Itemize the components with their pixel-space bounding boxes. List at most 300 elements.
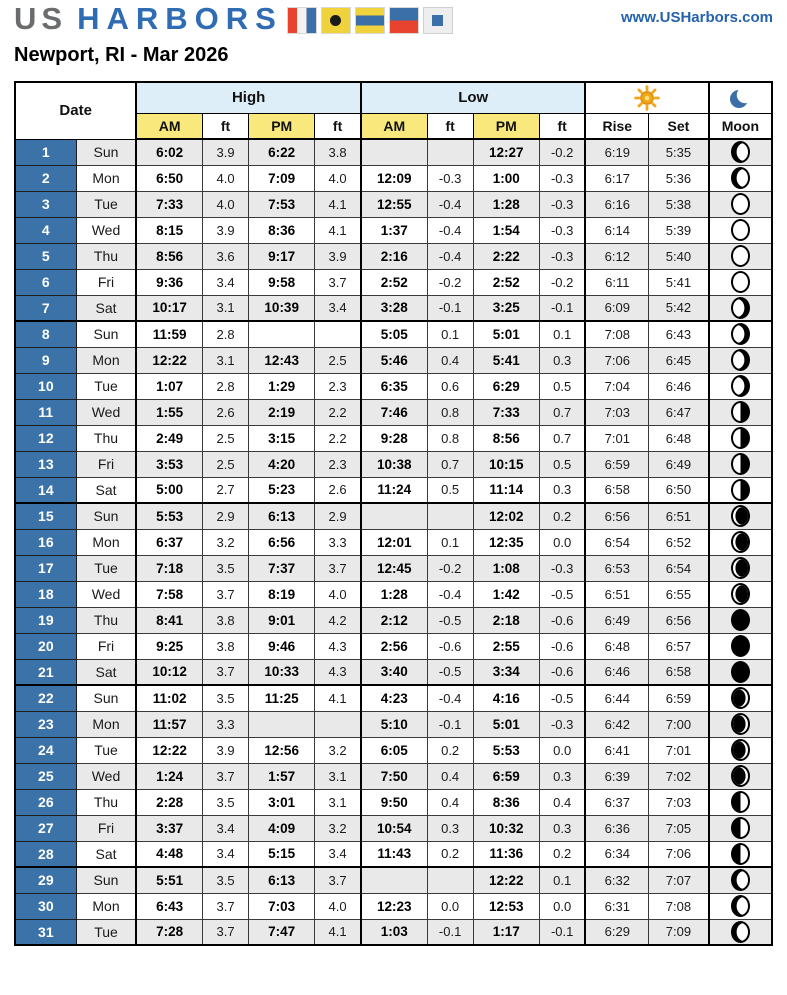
high-am-ft: 2.7 bbox=[203, 477, 249, 503]
sunset-time: 6:55 bbox=[649, 581, 709, 607]
sunrise-time: 6:49 bbox=[585, 607, 648, 633]
moon-phase-cell bbox=[709, 399, 772, 425]
sunset-time: 6:52 bbox=[649, 529, 709, 555]
high-pm-time: 6:56 bbox=[249, 529, 315, 555]
day-cell: Fri bbox=[76, 269, 136, 295]
day-cell: Wed bbox=[76, 581, 136, 607]
low-am-ft: -0.4 bbox=[427, 685, 473, 711]
high-am-time: 9:36 bbox=[136, 269, 202, 295]
low-am-time: 3:28 bbox=[361, 295, 427, 321]
moon-phase-cell bbox=[709, 477, 772, 503]
day-cell: Sat bbox=[76, 295, 136, 321]
high-am-time: 8:15 bbox=[136, 217, 202, 243]
sunset-time: 6:51 bbox=[649, 503, 709, 529]
moon-phase-cell bbox=[709, 815, 772, 841]
low-pm-ft: -0.6 bbox=[539, 659, 585, 685]
moon-phase-cell bbox=[709, 503, 772, 529]
low-am-ft: 0.2 bbox=[427, 841, 473, 867]
high-pm-ft: 2.5 bbox=[315, 347, 361, 373]
high-am-ft: 3.5 bbox=[203, 789, 249, 815]
high-am-ft: 3.8 bbox=[203, 607, 249, 633]
table-row bbox=[15, 555, 772, 581]
low-am-ft: -0.1 bbox=[427, 711, 473, 737]
high-pm-time: 7:47 bbox=[249, 919, 315, 945]
high-pm-time: 6:13 bbox=[249, 503, 315, 529]
sunrise-time: 6:39 bbox=[585, 763, 648, 789]
sunrise-time: 6:44 bbox=[585, 685, 648, 711]
date-cell: 3 bbox=[15, 191, 76, 217]
day-cell: Wed bbox=[76, 399, 136, 425]
high-pm-time: 3:15 bbox=[249, 425, 315, 451]
date-cell: 13 bbox=[15, 451, 76, 477]
india-flag-icon bbox=[321, 7, 351, 34]
low-pm-ft: 0.3 bbox=[539, 477, 585, 503]
low-pm-ft: -0.5 bbox=[539, 581, 585, 607]
low-pm-ft: 0.3 bbox=[539, 763, 585, 789]
high-am-ft: 2.6 bbox=[203, 399, 249, 425]
low-pm-ft: -0.2 bbox=[539, 269, 585, 295]
high-am-ft: 3.1 bbox=[203, 295, 249, 321]
high-pm-time: 4:09 bbox=[249, 815, 315, 841]
set-header: Set bbox=[649, 113, 709, 139]
date-cell: 15 bbox=[15, 503, 76, 529]
high-am-ft: 2.9 bbox=[203, 503, 249, 529]
high-am-ft: 3.7 bbox=[203, 581, 249, 607]
table-row bbox=[15, 607, 772, 633]
low-am-ft bbox=[427, 139, 473, 165]
low-pm-time: 5:53 bbox=[473, 737, 539, 763]
sunrise-time: 6:48 bbox=[585, 633, 648, 659]
low-pm-ft: -0.3 bbox=[539, 243, 585, 269]
date-cell: 1 bbox=[15, 139, 76, 165]
high-am-ft: 3.6 bbox=[203, 243, 249, 269]
high-pm-ft: 4.0 bbox=[315, 581, 361, 607]
moon-phase-icon bbox=[731, 791, 750, 813]
high-pm-ft: 3.1 bbox=[315, 789, 361, 815]
low-am-ft: 0.0 bbox=[427, 893, 473, 919]
sunset-time: 7:00 bbox=[649, 711, 709, 737]
high-am-time: 8:56 bbox=[136, 243, 202, 269]
date-cell: 28 bbox=[15, 841, 76, 867]
low-pm-ft: 0.7 bbox=[539, 425, 585, 451]
high-pm-ft: 3.7 bbox=[315, 269, 361, 295]
table-row bbox=[15, 893, 772, 919]
high-pm-ft: 4.0 bbox=[315, 165, 361, 191]
date-cell: 26 bbox=[15, 789, 76, 815]
high-pm-time: 9:01 bbox=[249, 607, 315, 633]
sunrise-time: 7:06 bbox=[585, 347, 648, 373]
high-pm-ft bbox=[315, 321, 361, 347]
table-row bbox=[15, 399, 772, 425]
moon-phase-cell bbox=[709, 217, 772, 243]
table-row bbox=[15, 659, 772, 685]
low-am-ft: -0.5 bbox=[427, 659, 473, 685]
high-am-ft: 2.8 bbox=[203, 373, 249, 399]
low-am-ft: 0.8 bbox=[427, 399, 473, 425]
table-row bbox=[15, 243, 772, 269]
low-am-time: 10:38 bbox=[361, 451, 427, 477]
table-row bbox=[15, 373, 772, 399]
high-am-time: 6:37 bbox=[136, 529, 202, 555]
moon-phase-cell bbox=[709, 555, 772, 581]
low-pm-time: 12:53 bbox=[473, 893, 539, 919]
top-bar bbox=[14, 2, 773, 40]
moon-phase-cell bbox=[709, 373, 772, 399]
sunset-time: 6:43 bbox=[649, 321, 709, 347]
date-cell: 9 bbox=[15, 347, 76, 373]
sunrise-time: 6:46 bbox=[585, 659, 648, 685]
date-cell: 18 bbox=[15, 581, 76, 607]
table-row bbox=[15, 347, 772, 373]
sunrise-time: 6:16 bbox=[585, 191, 648, 217]
high-pm-time: 10:33 bbox=[249, 659, 315, 685]
moon-phase-cell bbox=[709, 737, 772, 763]
day-cell: Mon bbox=[76, 893, 136, 919]
table-row bbox=[15, 763, 772, 789]
high-pm-ft: 3.2 bbox=[315, 737, 361, 763]
high-am-ft: 3.4 bbox=[203, 815, 249, 841]
high-pm-ft: 4.0 bbox=[315, 893, 361, 919]
high-am-time: 12:22 bbox=[136, 347, 202, 373]
day-cell: Sun bbox=[76, 503, 136, 529]
low-am-time bbox=[361, 503, 427, 529]
sunset-time: 7:02 bbox=[649, 763, 709, 789]
high-pm-time bbox=[249, 711, 315, 737]
sunrise-time: 6:41 bbox=[585, 737, 648, 763]
high-pm-ft: 3.4 bbox=[315, 295, 361, 321]
sunset-time: 7:08 bbox=[649, 893, 709, 919]
table-row bbox=[15, 217, 772, 243]
day-cell: Tue bbox=[76, 191, 136, 217]
moon-phase-icon bbox=[731, 895, 750, 917]
date-cell: 23 bbox=[15, 711, 76, 737]
day-cell: Fri bbox=[76, 451, 136, 477]
low-am-ft: -0.4 bbox=[427, 243, 473, 269]
high-am-time: 5:53 bbox=[136, 503, 202, 529]
low-pm-time: 10:32 bbox=[473, 815, 539, 841]
high-am-time: 6:02 bbox=[136, 139, 202, 165]
low-am-time: 3:40 bbox=[361, 659, 427, 685]
day-cell: Tue bbox=[76, 373, 136, 399]
low-am-ft: -0.6 bbox=[427, 633, 473, 659]
moon-phase-icon bbox=[731, 765, 750, 787]
low-pm-ft: -0.2 bbox=[539, 139, 585, 165]
low-am-time: 12:23 bbox=[361, 893, 427, 919]
high-pm-time: 6:22 bbox=[249, 139, 315, 165]
moon-phase-icon bbox=[731, 297, 750, 319]
moon-phase-icon bbox=[731, 687, 750, 709]
high-am-ft: 3.7 bbox=[203, 659, 249, 685]
sunset-time: 6:59 bbox=[649, 685, 709, 711]
date-cell: 21 bbox=[15, 659, 76, 685]
low-pm-time: 2:22 bbox=[473, 243, 539, 269]
high-am-ft: 3.8 bbox=[203, 633, 249, 659]
low-am-ft: 0.3 bbox=[427, 815, 473, 841]
low-am-time: 12:09 bbox=[361, 165, 427, 191]
sunset-time: 5:38 bbox=[649, 191, 709, 217]
low-am-ft: -0.2 bbox=[427, 555, 473, 581]
sunrise-time: 6:54 bbox=[585, 529, 648, 555]
low-pm-time: 5:01 bbox=[473, 711, 539, 737]
low-am-ft: -0.2 bbox=[427, 269, 473, 295]
high-am-time: 10:17 bbox=[136, 295, 202, 321]
high-am-time: 7:58 bbox=[136, 581, 202, 607]
table-row bbox=[15, 425, 772, 451]
high-pm-time: 7:09 bbox=[249, 165, 315, 191]
high-am-time: 12:22 bbox=[136, 737, 202, 763]
low-am-time: 11:43 bbox=[361, 841, 427, 867]
moon-phase-cell bbox=[709, 295, 772, 321]
moon-phase-icon bbox=[731, 141, 750, 163]
high-pm-ft: 2.3 bbox=[315, 451, 361, 477]
high-am-ft: 3.1 bbox=[203, 347, 249, 373]
table-row bbox=[15, 815, 772, 841]
day-cell: Sun bbox=[76, 685, 136, 711]
high-pm-ft: 2.9 bbox=[315, 503, 361, 529]
sunset-time: 7:05 bbox=[649, 815, 709, 841]
moon-phase-icon bbox=[731, 635, 750, 657]
low-pm-ft: -0.3 bbox=[539, 165, 585, 191]
low-pm-ft: 0.2 bbox=[539, 841, 585, 867]
low-am-ft: -0.5 bbox=[427, 607, 473, 633]
moon-phase-cell bbox=[709, 321, 772, 347]
low-am-time: 7:50 bbox=[361, 763, 427, 789]
high-pm-ft: 3.7 bbox=[315, 867, 361, 893]
high-am-header: AM bbox=[136, 113, 202, 139]
table-row bbox=[15, 685, 772, 711]
high-pm-ft: 4.3 bbox=[315, 659, 361, 685]
moon-phase-cell bbox=[709, 919, 772, 945]
moon-phase-icon bbox=[731, 219, 750, 241]
table-row bbox=[15, 191, 772, 217]
sunset-time: 5:41 bbox=[649, 269, 709, 295]
moon-phase-cell bbox=[709, 581, 772, 607]
low-pm-time: 2:55 bbox=[473, 633, 539, 659]
low-am-time bbox=[361, 139, 427, 165]
date-cell: 19 bbox=[15, 607, 76, 633]
day-cell: Tue bbox=[76, 919, 136, 945]
day-cell: Mon bbox=[76, 711, 136, 737]
day-cell: Sat bbox=[76, 841, 136, 867]
low-pm-ft: 0.3 bbox=[539, 347, 585, 373]
sunrise-time: 6:11 bbox=[585, 269, 648, 295]
low-pm-time: 6:59 bbox=[473, 763, 539, 789]
high-section-header: High bbox=[136, 82, 361, 113]
high-pm-time: 7:03 bbox=[249, 893, 315, 919]
high-am-ft: 2.5 bbox=[203, 425, 249, 451]
sunrise-time: 6:32 bbox=[585, 867, 648, 893]
moon-phase-icon bbox=[731, 349, 750, 371]
low-pm-ft: -0.1 bbox=[539, 295, 585, 321]
low-pm-time: 8:36 bbox=[473, 789, 539, 815]
date-cell: 27 bbox=[15, 815, 76, 841]
table-row bbox=[15, 581, 772, 607]
low-pm-time: 3:34 bbox=[473, 659, 539, 685]
tide-table-body bbox=[15, 139, 772, 945]
low-pm-ft: -0.3 bbox=[539, 711, 585, 737]
low-am-ft: -0.4 bbox=[427, 581, 473, 607]
low-am-time: 12:01 bbox=[361, 529, 427, 555]
high-pm-header: PM bbox=[249, 113, 315, 139]
moon-phase-icon bbox=[731, 817, 750, 839]
high-am-ft-header: ft bbox=[203, 113, 249, 139]
low-pm-ft: -0.3 bbox=[539, 191, 585, 217]
sunset-time: 5:42 bbox=[649, 295, 709, 321]
low-pm-time: 2:52 bbox=[473, 269, 539, 295]
high-pm-ft: 4.2 bbox=[315, 607, 361, 633]
sunset-time: 6:48 bbox=[649, 425, 709, 451]
low-pm-time: 11:36 bbox=[473, 841, 539, 867]
low-am-time: 5:46 bbox=[361, 347, 427, 373]
day-cell: Wed bbox=[76, 763, 136, 789]
low-pm-ft: 0.0 bbox=[539, 893, 585, 919]
date-cell: 31 bbox=[15, 919, 76, 945]
high-pm-ft: 4.1 bbox=[315, 685, 361, 711]
low-pm-time: 1:54 bbox=[473, 217, 539, 243]
sunset-time: 7:03 bbox=[649, 789, 709, 815]
tide-table bbox=[14, 81, 773, 946]
moon-section-header bbox=[709, 82, 772, 113]
low-am-time: 1:37 bbox=[361, 217, 427, 243]
high-am-ft: 3.3 bbox=[203, 711, 249, 737]
sunrise-time: 6:34 bbox=[585, 841, 648, 867]
high-am-time: 5:51 bbox=[136, 867, 202, 893]
day-cell: Thu bbox=[76, 425, 136, 451]
high-pm-ft: 3.9 bbox=[315, 243, 361, 269]
date-cell: 8 bbox=[15, 321, 76, 347]
sunset-time: 7:01 bbox=[649, 737, 709, 763]
date-cell: 6 bbox=[15, 269, 76, 295]
date-cell: 14 bbox=[15, 477, 76, 503]
date-cell: 24 bbox=[15, 737, 76, 763]
low-am-time: 5:05 bbox=[361, 321, 427, 347]
high-am-time: 1:24 bbox=[136, 763, 202, 789]
high-pm-time: 10:39 bbox=[249, 295, 315, 321]
site-url-link[interactable]: www.USHarbors.com bbox=[621, 9, 773, 26]
sunrise-time: 6:19 bbox=[585, 139, 648, 165]
low-am-time: 7:46 bbox=[361, 399, 427, 425]
low-pm-ft: -0.5 bbox=[539, 685, 585, 711]
high-am-ft: 3.9 bbox=[203, 217, 249, 243]
moon-phase-icon bbox=[731, 479, 750, 501]
date-column-header: Date bbox=[15, 82, 136, 139]
table-row bbox=[15, 165, 772, 191]
high-pm-ft bbox=[315, 711, 361, 737]
table-row bbox=[15, 269, 772, 295]
moon-phase-cell bbox=[709, 763, 772, 789]
low-pm-time: 11:14 bbox=[473, 477, 539, 503]
date-cell: 20 bbox=[15, 633, 76, 659]
day-cell: Thu bbox=[76, 607, 136, 633]
high-pm-ft: 3.4 bbox=[315, 841, 361, 867]
low-am-time: 12:55 bbox=[361, 191, 427, 217]
table-row bbox=[15, 919, 772, 945]
logo-harbors-text: HARBORS bbox=[77, 1, 283, 36]
high-pm-time: 5:15 bbox=[249, 841, 315, 867]
high-am-ft: 3.9 bbox=[203, 737, 249, 763]
high-pm-time: 7:53 bbox=[249, 191, 315, 217]
high-pm-time: 9:46 bbox=[249, 633, 315, 659]
low-am-time: 1:28 bbox=[361, 581, 427, 607]
low-am-ft: 0.4 bbox=[427, 347, 473, 373]
low-am-time: 11:24 bbox=[361, 477, 427, 503]
moon-phase-cell bbox=[709, 347, 772, 373]
low-pm-time: 12:02 bbox=[473, 503, 539, 529]
date-cell: 5 bbox=[15, 243, 76, 269]
usharbors-logo bbox=[14, 2, 453, 36]
low-am-time: 10:54 bbox=[361, 815, 427, 841]
sunset-time: 6:58 bbox=[649, 659, 709, 685]
sunset-time: 7:06 bbox=[649, 841, 709, 867]
low-pm-ft: 0.1 bbox=[539, 321, 585, 347]
high-am-ft: 4.0 bbox=[203, 191, 249, 217]
table-row bbox=[15, 633, 772, 659]
sunrise-time: 6:53 bbox=[585, 555, 648, 581]
high-am-ft: 3.7 bbox=[203, 893, 249, 919]
low-am-ft: 0.1 bbox=[427, 321, 473, 347]
sunset-time: 5:35 bbox=[649, 139, 709, 165]
low-pm-ft-header: ft bbox=[539, 113, 585, 139]
moon-phase-cell bbox=[709, 269, 772, 295]
date-cell: 22 bbox=[15, 685, 76, 711]
rise-header: Rise bbox=[585, 113, 648, 139]
high-pm-ft-header: ft bbox=[315, 113, 361, 139]
low-pm-ft: 0.1 bbox=[539, 867, 585, 893]
high-pm-time: 12:56 bbox=[249, 737, 315, 763]
day-cell: Sun bbox=[76, 321, 136, 347]
day-cell: Thu bbox=[76, 789, 136, 815]
low-pm-time: 1:28 bbox=[473, 191, 539, 217]
moon-phase-cell bbox=[709, 139, 772, 165]
high-am-ft: 4.0 bbox=[203, 165, 249, 191]
low-am-ft: 0.6 bbox=[427, 373, 473, 399]
high-am-time: 6:50 bbox=[136, 165, 202, 191]
high-pm-ft: 4.1 bbox=[315, 919, 361, 945]
high-pm-ft: 2.2 bbox=[315, 425, 361, 451]
low-am-time: 2:16 bbox=[361, 243, 427, 269]
moon-phase-icon bbox=[731, 583, 750, 605]
high-pm-ft: 3.8 bbox=[315, 139, 361, 165]
sunrise-time: 6:59 bbox=[585, 451, 648, 477]
high-am-time: 7:28 bbox=[136, 919, 202, 945]
moon-phase-icon bbox=[731, 505, 750, 527]
echo-flag-icon bbox=[389, 7, 419, 34]
high-pm-ft: 3.2 bbox=[315, 815, 361, 841]
low-pm-time: 7:33 bbox=[473, 399, 539, 425]
low-am-time: 2:12 bbox=[361, 607, 427, 633]
sunrise-time: 6:37 bbox=[585, 789, 648, 815]
low-pm-time: 5:41 bbox=[473, 347, 539, 373]
moon-phase-cell bbox=[709, 711, 772, 737]
moon-phase-cell bbox=[709, 451, 772, 477]
low-am-ft bbox=[427, 867, 473, 893]
low-am-time: 2:56 bbox=[361, 633, 427, 659]
high-am-time: 8:41 bbox=[136, 607, 202, 633]
date-cell: 12 bbox=[15, 425, 76, 451]
low-pm-time: 12:35 bbox=[473, 529, 539, 555]
low-pm-ft: 0.5 bbox=[539, 373, 585, 399]
page-title: Newport, RI - Mar 2026 bbox=[14, 44, 229, 66]
high-pm-ft: 3.7 bbox=[315, 555, 361, 581]
sunset-time: 6:57 bbox=[649, 633, 709, 659]
moon-phase-cell bbox=[709, 633, 772, 659]
sierra-flag-icon bbox=[423, 7, 453, 34]
low-am-ft: -0.1 bbox=[427, 295, 473, 321]
sunset-time: 7:07 bbox=[649, 867, 709, 893]
high-pm-ft: 2.2 bbox=[315, 399, 361, 425]
moon-phase-icon bbox=[731, 375, 750, 397]
low-pm-time: 1:08 bbox=[473, 555, 539, 581]
